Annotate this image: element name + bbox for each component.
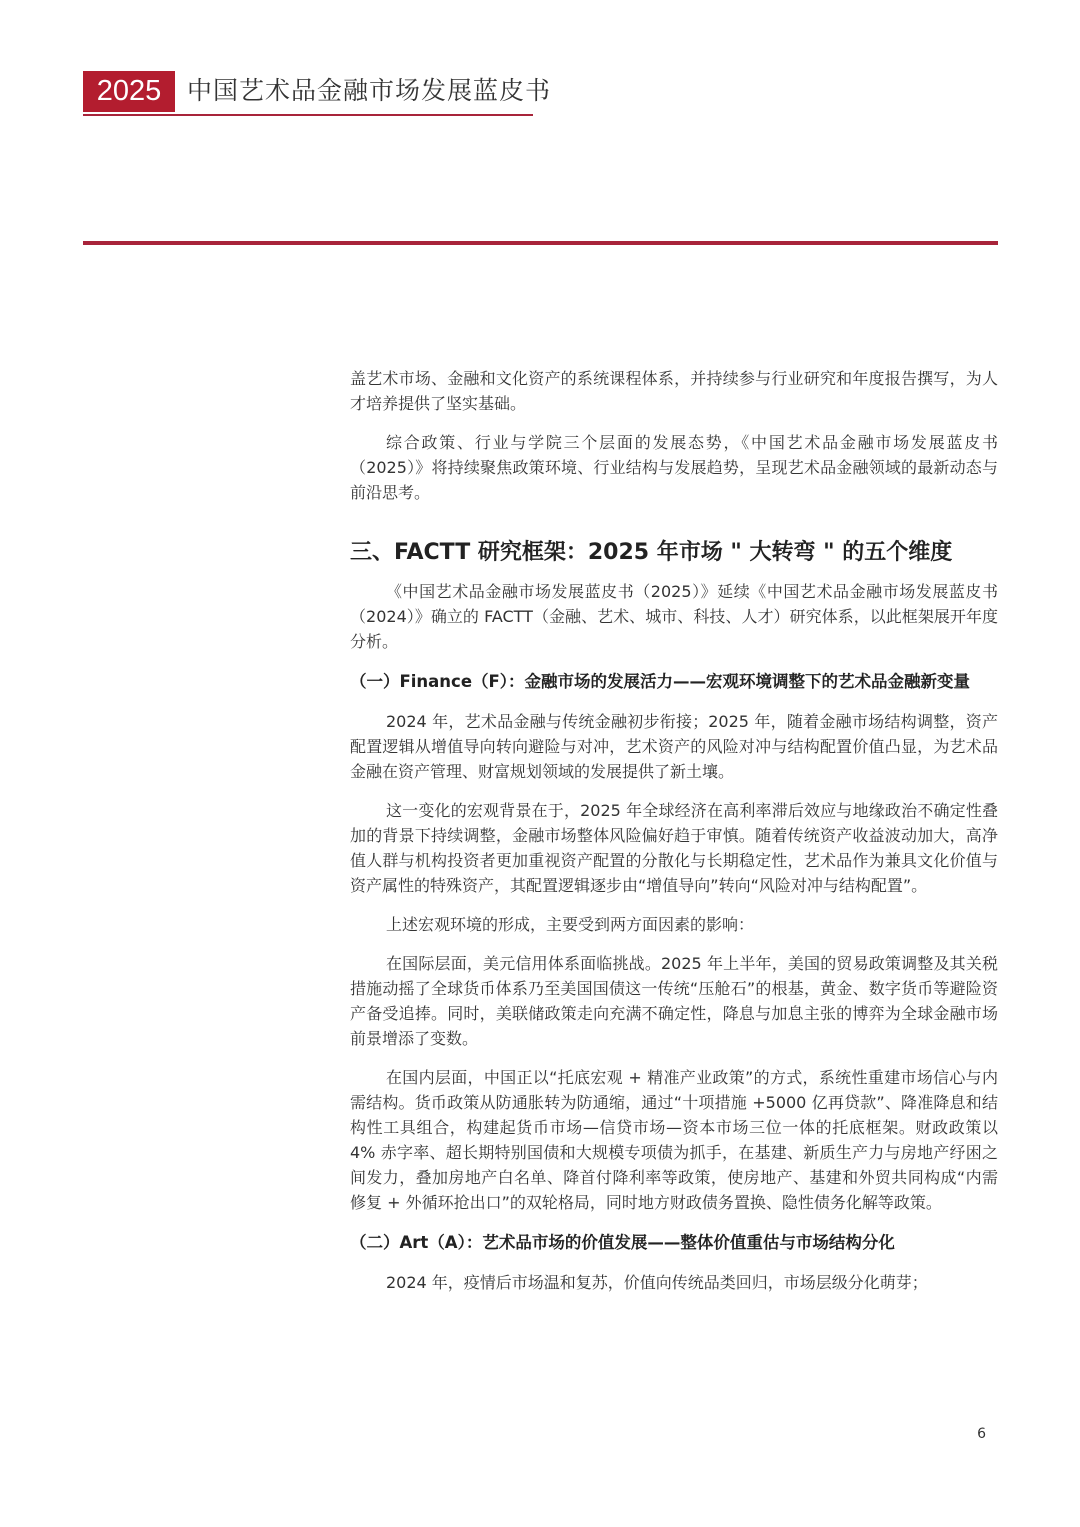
section-intro-paragraph: 《中国艺术品金融市场发展蓝皮书（2025）》延续《中国艺术品金融市场发展蓝皮书（2024）》确立的 FACTT（金融、艺术、城市、科技、人才）研究体系，以此框架展开年度分析。 — [350, 582, 998, 651]
finance-paragraph-4: 在国际层面，美元信用体系面临挑战。2025 年上半年，美国的贸易政策调整及其关税措施动摇了全球货币体系乃至美国国债这一传统“压舱石”的根基，黄金、数字货币等避险资产备受追捧。同时，美联储政策走向充满不确定性，降息与加息主张的博弈为全球金融市场前景增添了变数。 — [350, 954, 998, 1048]
header-underline — [83, 114, 533, 116]
finance-paragraph-5: 在国内层面，中国正以“托底宏观 + 精准产业政策”的方式，系统性重建市场信心与内需结构。货币政策从防通胀转为防通缩，通过“十项措施 +5000 亿再贷款”、降准降息和结构性工具组合，构建起货币市场—信贷市场—资本市场三位一体的托底框架。财政政策以 4% 赤字率、超长期特别国债和大规模专项债为抓手，在基建、新质生产力与房地产纾困之间发力，叠加房地产白名单、降首付降利率等政策，使房地产、基建和外贸共同构成“内需修复 + 外循环抢出口”的双轮格局，同时地方财政债务置换、隐性债务化解等政策。 — [350, 1068, 998, 1212]
finance-paragraph-2: 这一变化的宏观背景在于，2025 年全球经济在高利率滞后效应与地缘政治不确定性叠加的背景下持续调整，金融市场整体风险偏好趋于审慎。随着传统资产收益波动加大，高净值人群与机构投资者更加重视资产配置的分散化与长期稳定性，艺术品作为兼具文化价值与资产属性的特殊资产，其配置逻辑逐步由“增值导向”转向“风险对冲与结构配置”。 — [350, 801, 998, 895]
intro-paragraph-2: 综合政策、行业与学院三个层面的发展态势，《中国艺术品金融市场发展蓝皮书（2025）》将持续聚焦政策环境、行业结构与发展趋势，呈现艺术品金融领域的最新动态与前沿思考。 — [350, 433, 998, 502]
art-paragraph-1: 2024 年，疫情后市场温和复苏，价值向传统品类回归，市场层级分化萌芽； — [386, 1273, 928, 1292]
finance-paragraph-1: 2024 年，艺术品金融与传统金融初步衔接；2025 年，随着金融市场结构调整，资产配置逻辑从增值导向转向避险与对冲，艺术资产的风险对冲与结构配置价值凸显，为艺术品金融在资产管理、财富规划领域的发展提供了新土壤。 — [350, 712, 998, 781]
section-heading: 三、FACTT 研究框架：2025 年市场 " 大转弯 " 的五个维度 — [350, 540, 953, 565]
page-top-divider — [83, 241, 998, 245]
main-content — [350, 366, 998, 1309]
art-subheading: （二）Art（A）：艺术品市场的价值发展——整体价值重估与市场结构分化 — [350, 1233, 895, 1252]
finance-subheading: （一）Finance（F）：金融市场的发展活力——宏观环境调整下的艺术品金融新变量 — [350, 672, 971, 691]
page-number: 6 — [977, 1426, 986, 1442]
header-year-badge: 2025 — [83, 71, 175, 112]
header-title: 中国艺术品金融市场发展蓝皮书 — [187, 76, 552, 105]
intro-paragraph-1: 盖艺术市场、金融和文化资产的系统课程体系，并持续参与行业研究和年度报告撰写，为人才培养提供了坚实基础。 — [350, 369, 998, 413]
finance-paragraph-3: 上述宏观环境的形成，主要受到两方面因素的影响： — [386, 915, 755, 934]
